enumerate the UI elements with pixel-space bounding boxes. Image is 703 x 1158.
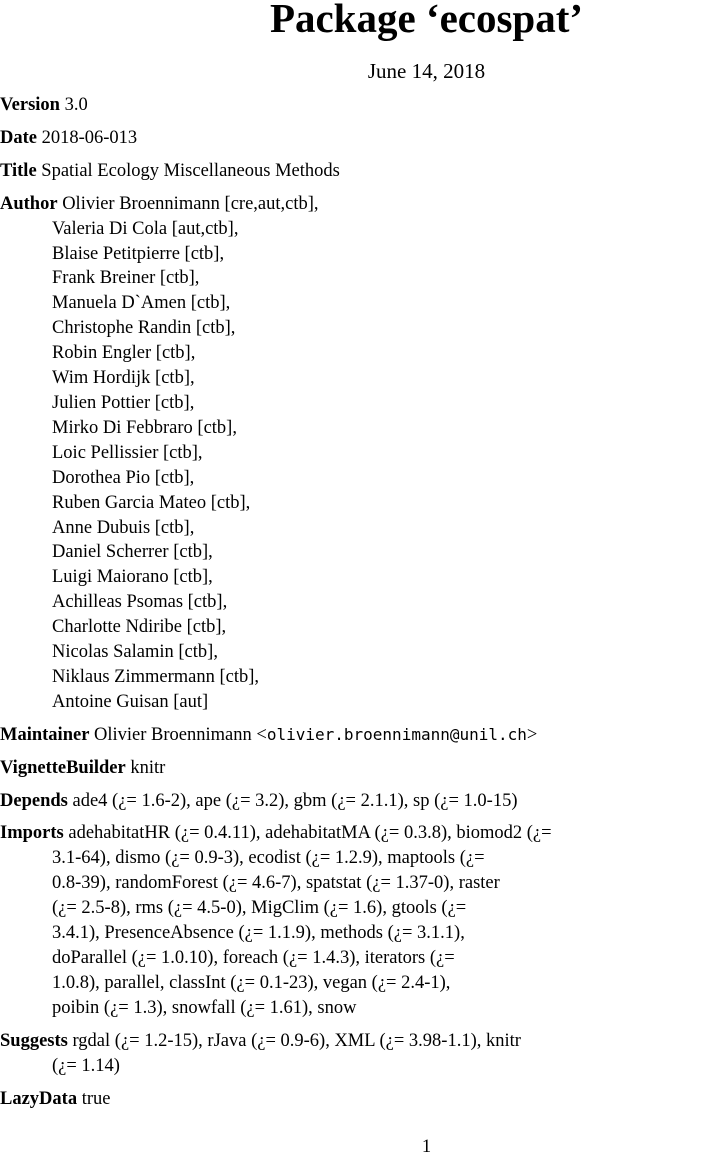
field-date <box>0 126 703 151</box>
field-depends <box>0 789 703 814</box>
field-author <box>0 192 703 715</box>
author-line: Christophe Randin [ctb], <box>52 318 236 339</box>
field-key: Author <box>0 193 58 214</box>
author-line: Antoine Guisan [aut] <box>52 691 209 712</box>
author-line: Frank Breiner [ctb], <box>52 268 200 289</box>
author-line: Charlotte Ndiribe [ctb], <box>52 617 227 638</box>
field-value: Spatial Ecology Miscellaneous Methods <box>41 160 340 181</box>
field-lazydata <box>0 1087 703 1112</box>
author-line: Anne Dubuis [ctb], <box>52 517 195 538</box>
field-version <box>0 93 703 118</box>
imports-line: 3.4.1), PresenceAbsence (¿= 1.1.9), methods (¿= 3.1.1), <box>52 923 465 944</box>
suggests-line: (¿= 1.14) <box>52 1055 120 1076</box>
imports-line: 1.0.8), parallel, classInt (¿= 0.1-23), vegan (¿= 2.4-1), <box>52 972 451 993</box>
description-fields <box>0 93 703 1119</box>
author-line: Niklaus Zimmermann [ctb], <box>52 666 260 687</box>
field-imports <box>0 821 703 1020</box>
imports-line: (¿= 2.5-8), rms (¿= 4.5-0), MigClim (¿= 1.6), gtools (¿= <box>52 898 467 919</box>
author-line: Olivier Broennimann [cre,aut,ctb], <box>62 193 319 214</box>
author-line: Nicolas Salamin [ctb], <box>52 642 218 663</box>
field-maintainer <box>0 723 703 748</box>
imports-line: 0.8-39), randomForest (¿= 4.6-7), spatstat (¿= 1.37-0), raster <box>52 873 500 894</box>
imports-line: 3.1-64), dismo (¿= 0.9-3), ecodist (¿= 1.2.9), maptools (¿= <box>52 848 485 869</box>
field-key: Title <box>0 160 37 181</box>
field-key: Maintainer <box>0 724 90 745</box>
field-value: knitr <box>130 757 166 778</box>
field-key: Depends <box>0 790 68 811</box>
field-value: 2018-06-013 <box>41 127 138 148</box>
field-key: Imports <box>0 823 64 844</box>
document-date: June 14, 2018 <box>367 59 486 83</box>
author-line: Mirko Di Febbraro [ctb], <box>52 417 237 438</box>
maintainer-close: > <box>526 724 538 745</box>
field-key: Date <box>0 127 37 148</box>
author-line: Ruben Garcia Mateo [ctb], <box>52 492 251 513</box>
author-line: Loic Pellissier [ctb], <box>52 442 203 463</box>
imports-line: adehabitatHR (¿= 0.4.11), adehabitatMA (¿= 0.3.8), biomod2 (¿= <box>68 823 552 844</box>
imports-line: doParallel (¿= 1.0.10), foreach (¿= 1.4.3), iterators (¿= <box>52 948 455 968</box>
author-line: Achilleas Psomas [ctb], <box>52 592 228 613</box>
maintainer-name: Olivier Broennimann < <box>94 724 267 745</box>
field-key: VignetteBuilder <box>0 757 126 778</box>
field-vignettebuilder <box>0 756 703 781</box>
field-value: 3.0 <box>64 95 88 115</box>
page-number: 1 <box>421 1137 432 1157</box>
author-line: Robin Engler [ctb], <box>52 343 196 364</box>
field-title <box>0 159 703 184</box>
field-key: Version <box>0 95 60 115</box>
field-suggests <box>0 1029 703 1079</box>
suggests-line: rgdal (¿= 1.2-15), rJava (¿= 0.9-6), XML (¿= 3.98-1.1), knitr <box>72 1030 521 1051</box>
package-title: Package ‘ecospat’ <box>269 0 584 41</box>
author-line: Valeria Di Cola [aut,ctb], <box>52 218 239 239</box>
field-key: Suggests <box>0 1030 68 1051</box>
author-line: Dorothea Pio [ctb], <box>52 467 195 488</box>
author-line: Daniel Scherrer [ctb], <box>52 542 213 563</box>
field-value: ade4 (¿= 1.6-2), ape (¿= 3.2), gbm (¿= 2.1.1), sp (¿= 1.0-15) <box>72 790 518 811</box>
imports-line: poibin (¿= 1.3), snowfall (¿= 1.61), snow <box>52 997 357 1018</box>
author-line: Julien Pottier [ctb], <box>52 392 195 413</box>
field-key: LazyData <box>0 1088 78 1109</box>
author-line: Manuela D`Amen [ctb], <box>52 293 231 314</box>
author-line: Wim Hordijk [ctb], <box>52 368 195 389</box>
maintainer-email: olivier.broennimann@unil.ch <box>266 724 527 744</box>
author-line: Luigi Maiorano [ctb], <box>52 567 213 588</box>
field-value: true <box>81 1088 111 1109</box>
author-line: Blaise Petitpierre [ctb], <box>52 243 225 264</box>
